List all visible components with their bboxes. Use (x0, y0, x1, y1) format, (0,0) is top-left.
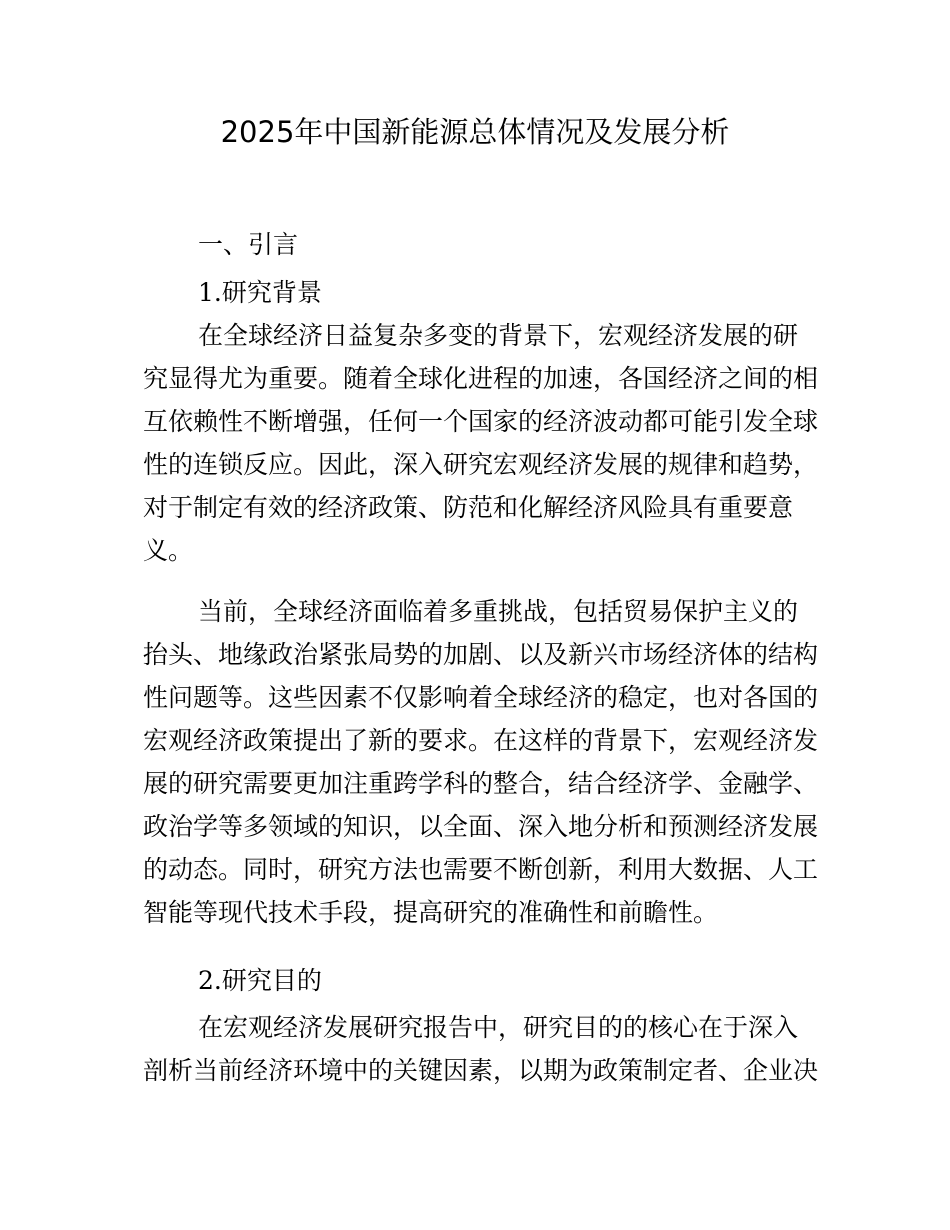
paragraph-line: 究显得尤为重要。随着全球化进程的加速，各国经济之间的相 (143, 364, 819, 393)
paragraph-line: 政治学等多领域的知识，以全面、深入地分析和预测经济发展 (143, 812, 819, 841)
paragraph-line: 智能等现代技术手段，提高研究的准确性和前瞻性。 (143, 898, 719, 927)
document-title: 2025年中国新能源总体情况及发展分析 (220, 115, 730, 149)
paragraph-line: 当前，全球经济面临着多重挑战，包括贸易保护主义的 (198, 597, 799, 626)
paragraph-line: 性的连锁反应。因此，深入研究宏观经济发展的规律和趋势， (143, 450, 819, 479)
paragraph-line: 的动态。同时，研究方法也需要不断创新，利用大数据、人工 (143, 855, 819, 884)
paragraph-line: 互依赖性不断增强，任何一个国家的经济波动都可能引发全球 (143, 407, 819, 436)
paragraph-line: 宏观经济政策提出了新的要求。在这样的背景下，宏观经济发 (143, 726, 819, 755)
paragraph-line: 抬头、地缘政治紧张局势的加剧、以及新兴市场经济体的结构 (143, 640, 819, 669)
paragraph-line: 对于制定有效的经济政策、防范和化解经济风险具有重要意 (143, 493, 794, 522)
paragraph-line: 在全球经济日益复杂多变的背景下，宏观经济发展的研 (198, 321, 799, 350)
paragraph-line: 展的研究需要更加注重跨学科的整合，结合经济学、金融学、 (143, 769, 819, 798)
paragraph-line: 剖析当前经济环境中的关键因素，以期为政策制定者、企业决 (143, 1056, 819, 1085)
paragraph-line: 在宏观经济发展研究报告中，研究目的的核心在于深入 (198, 1013, 799, 1042)
subsection-heading: 1.研究背景 (198, 278, 322, 307)
paragraph-line: 性问题等。这些因素不仅影响着全球经济的稳定，也对各国的 (143, 683, 819, 712)
subsection-heading: 2.研究目的 (198, 966, 322, 995)
paragraph-line: 义。 (143, 536, 194, 565)
section-heading: 一、引言 (198, 230, 299, 259)
